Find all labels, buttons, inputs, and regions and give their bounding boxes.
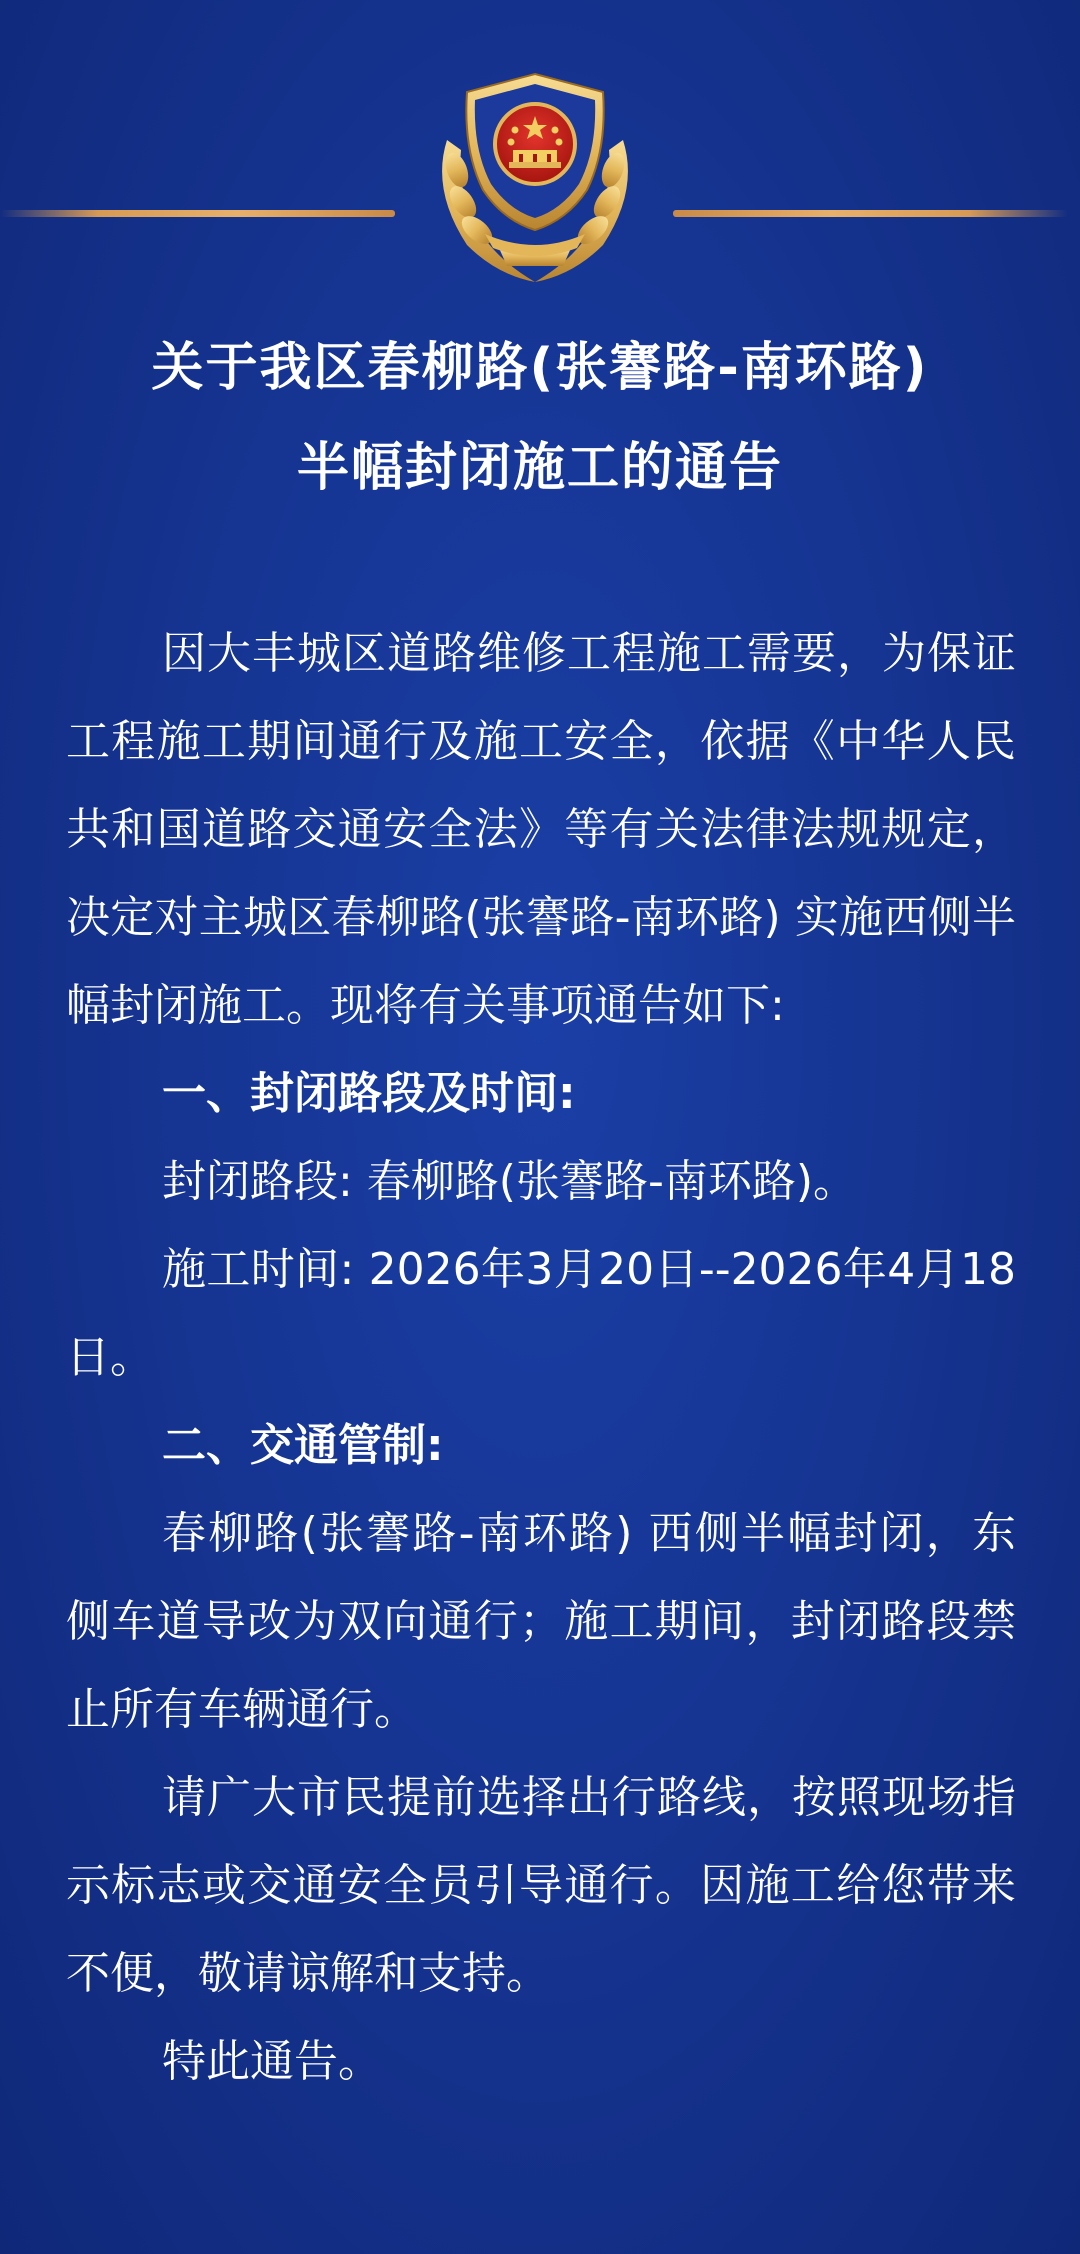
notice-body	[66, 610, 1016, 2106]
section-heading-closure: 一、封闭路段及时间:	[162, 1068, 576, 1119]
advice-paragraph: 请广大市民提前选择出行路线，按照现场指示标志或交通安全员引导通行。因施工给您带来不便，敬请谅解和支持。	[66, 1772, 1016, 1999]
right-gold-divider	[673, 210, 1068, 217]
police-emblem-icon	[427, 70, 643, 290]
notice-title-line-2: 半幅封闭施工的通告	[296, 438, 783, 498]
section-heading-traffic-control: 二、交通管制:	[162, 1420, 444, 1471]
intro-paragraph: 因大丰城区道路维修工程施工需要，为保证工程施工期间通行及施工安全，依据《中华人民共和国道路交通安全法》等有关法律法规规定，决定对主城区春柳路(张謇路-南环路) 实施西侧半幅封闭施工。现将有关事项通告如下:	[66, 628, 1016, 1031]
left-gold-divider	[0, 210, 395, 217]
closing-statement: 特此通告。	[162, 2036, 382, 2087]
closure-section-text: 封闭路段: 春柳路(张謇路-南环路)。	[162, 1156, 858, 1207]
notice-title-line-1: 关于我区春柳路(张謇路-南环路)	[151, 338, 929, 398]
traffic-control-text: 春柳路(张謇路-南环路) 西侧半幅封闭，东侧车道导改为双向通行；施工期间，封闭路段禁止所有车辆通行。	[66, 1508, 1016, 1735]
construction-time-text: 施工时间: 2026年3月20日--2026年4月18日。	[66, 1244, 1016, 1383]
